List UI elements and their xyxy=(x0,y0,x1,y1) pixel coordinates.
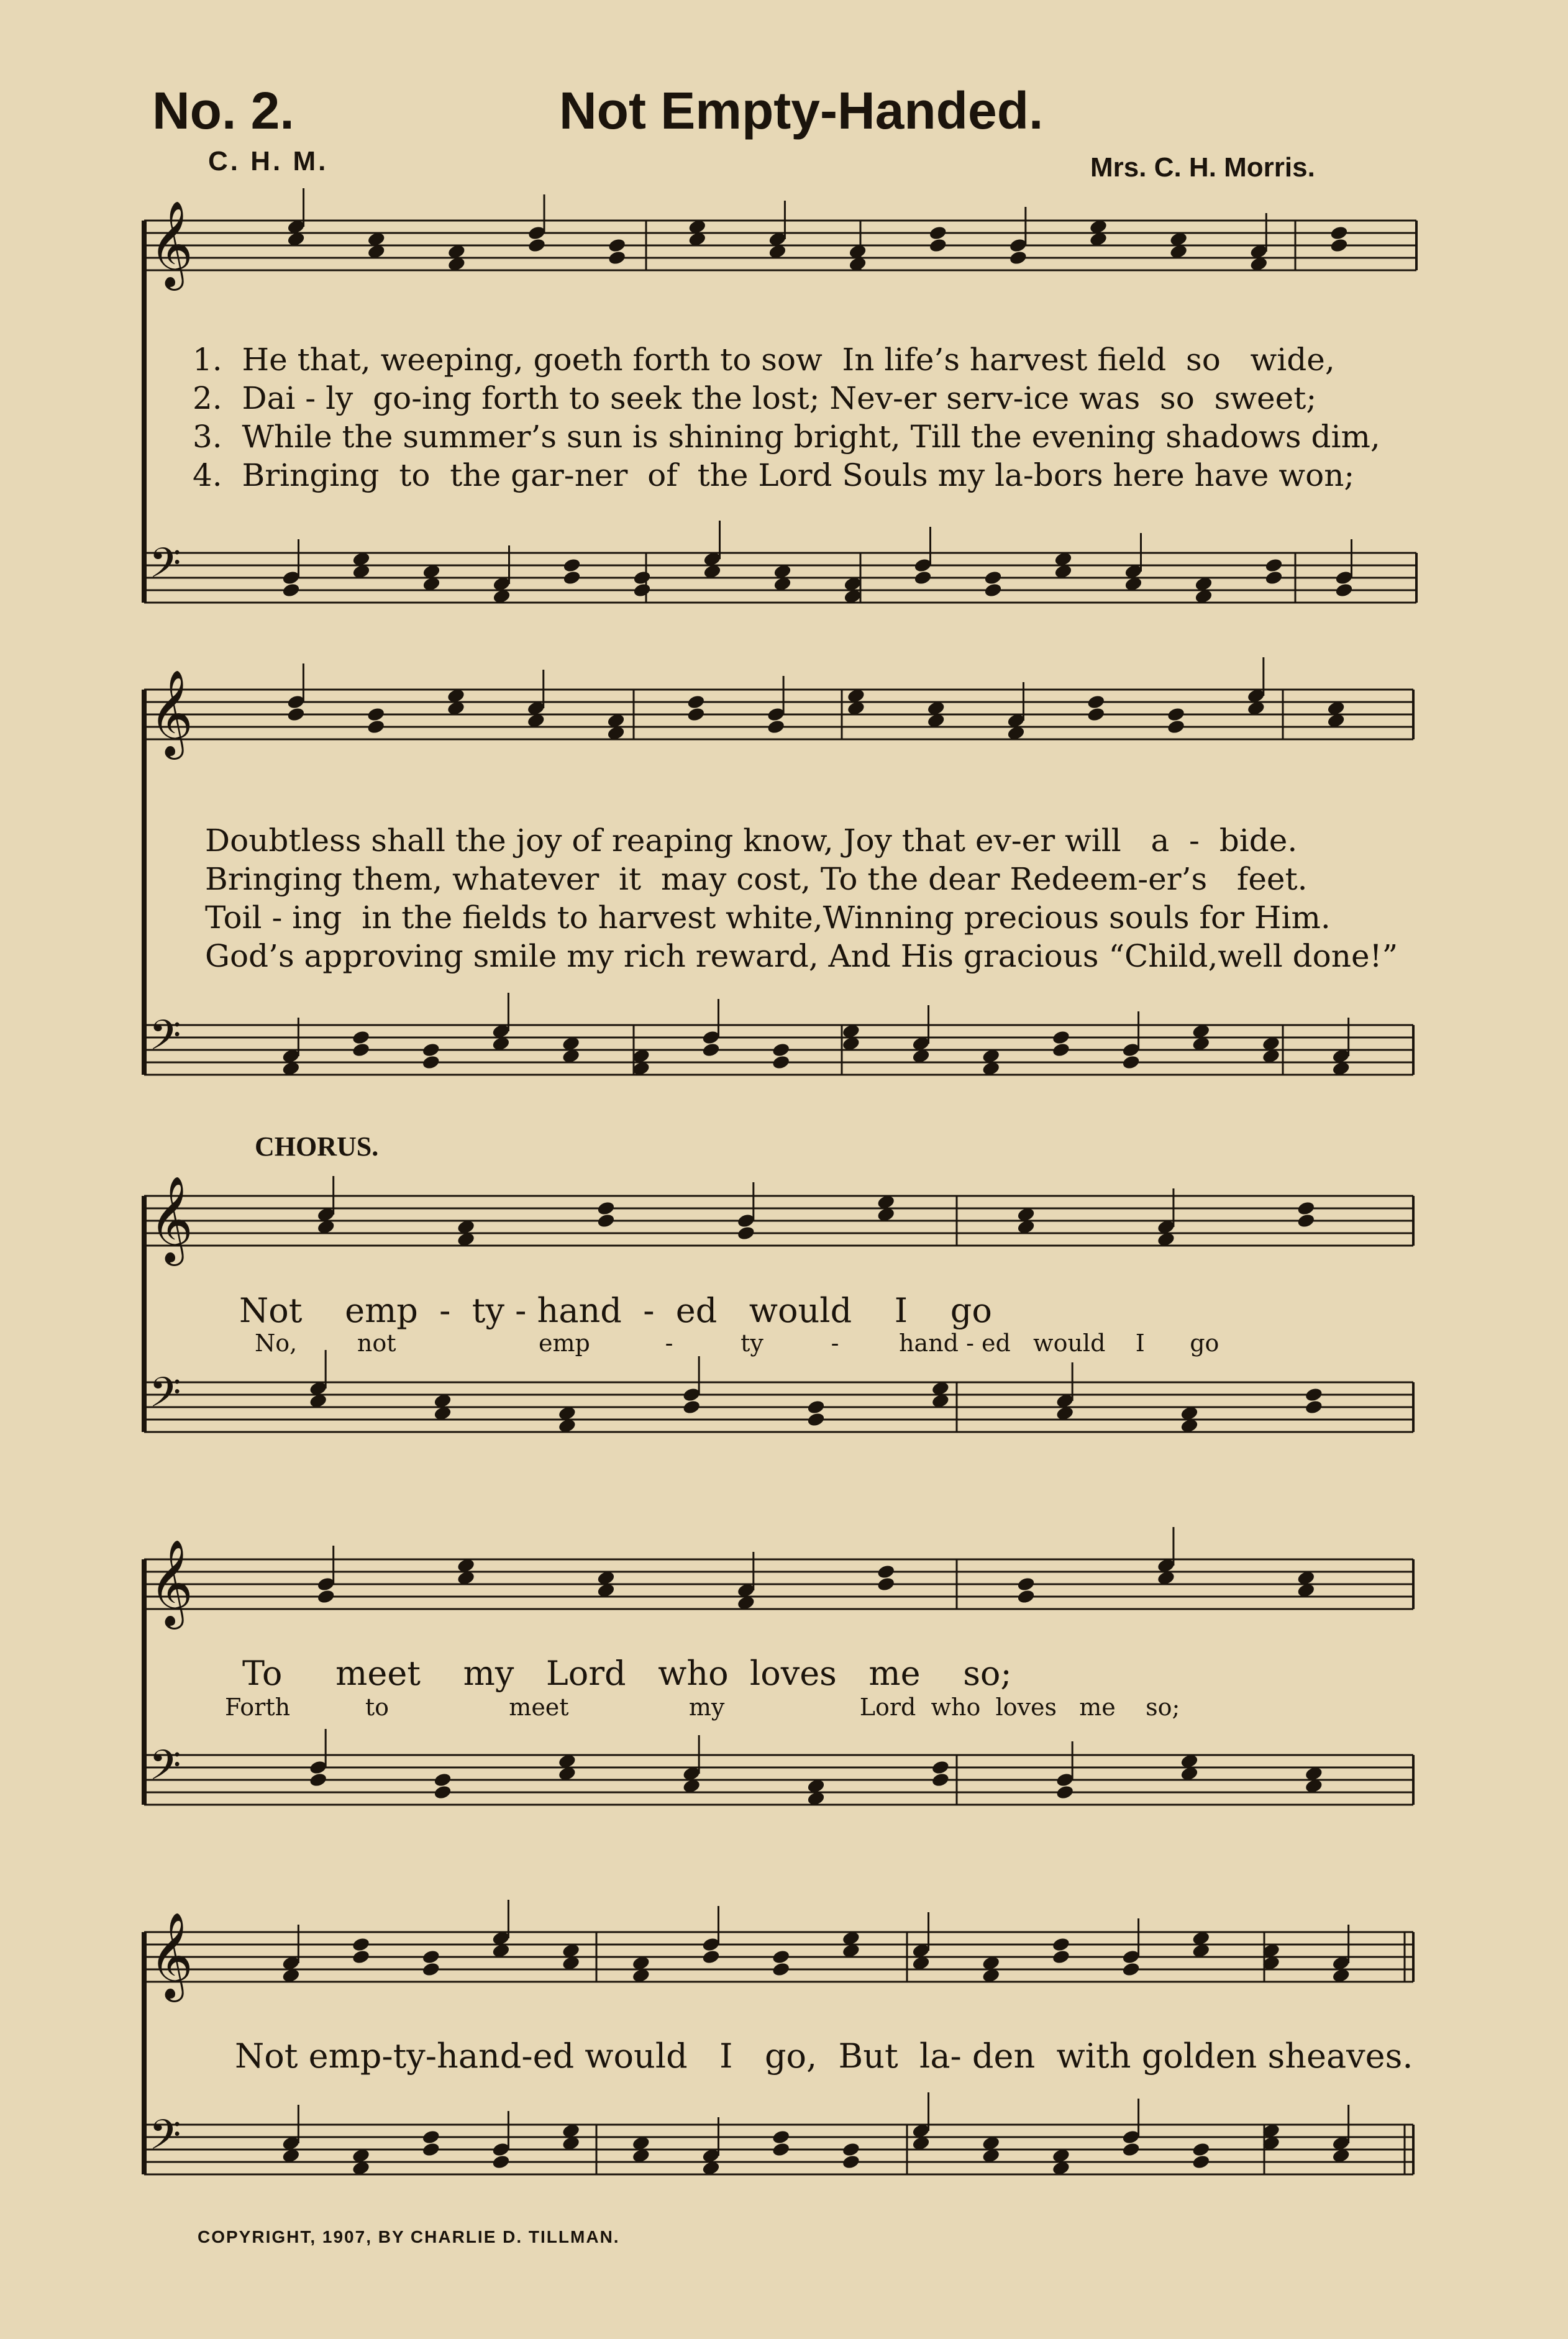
verse-line: Bringing them, whatever it may cost, To the dear Redeem-er’s feet. xyxy=(205,861,1308,897)
note-head xyxy=(1329,225,1349,241)
note-head xyxy=(1264,570,1283,586)
note-head xyxy=(281,582,301,598)
verse-line: 3. While the summer’s sun is shining bright, Till the evening shadows dim, xyxy=(193,419,1380,455)
verse-line: Doubtless shall the joy of reaping know, Joy that ev-er will a - bide. xyxy=(205,823,1298,859)
bass-clef-icon: 𝄢 xyxy=(149,1011,181,1069)
note-head xyxy=(1016,1589,1036,1605)
note-head xyxy=(367,706,386,723)
note-head xyxy=(737,1225,756,1241)
note-head xyxy=(877,1564,896,1580)
note-head xyxy=(806,1399,826,1415)
hymn-number: No. 2. xyxy=(152,81,294,140)
note-head xyxy=(1167,719,1186,735)
note-head xyxy=(1121,1961,1141,1977)
note-head xyxy=(913,570,932,586)
copyright-notice: COPYRIGHT, 1907, BY CHARLIE D. TILLMAN. xyxy=(198,2227,620,2246)
note-head xyxy=(352,1042,371,1058)
note-head xyxy=(928,225,947,241)
note-head xyxy=(421,1949,440,1965)
note-head xyxy=(352,1949,371,1965)
note-head xyxy=(527,237,547,253)
treble-clef-icon: 𝄞 xyxy=(149,1176,193,1262)
note-head xyxy=(767,719,786,735)
verse-line: Toil - ing in the fields to harvest white,Winning precious souls for Him. xyxy=(205,900,1331,936)
bass-clef-icon: 𝄢 xyxy=(149,1741,181,1799)
note-head xyxy=(562,557,581,573)
note-head xyxy=(433,1784,452,1800)
note-head xyxy=(772,2129,791,2145)
note-head xyxy=(352,1936,371,1953)
note-head xyxy=(877,1576,896,1592)
note-head xyxy=(596,1200,616,1216)
note-head xyxy=(367,719,386,735)
verse-line: 2. Dai - ly go-ing forth to seek the lost; Nev-er serv-ice was so sweet; xyxy=(193,380,1317,416)
note-head xyxy=(421,1042,440,1058)
note-head xyxy=(421,2141,440,2158)
note-head xyxy=(1192,2154,1211,2170)
note-head xyxy=(983,570,1003,586)
note-head xyxy=(1297,1200,1316,1216)
note-head xyxy=(596,1213,616,1229)
note-head xyxy=(1087,706,1106,723)
note-head xyxy=(286,706,306,723)
note-head xyxy=(1052,1029,1071,1046)
bass-clef-icon: 𝄢 xyxy=(149,2111,181,2169)
note-head xyxy=(1305,1387,1324,1403)
note-head xyxy=(772,1961,791,1977)
note-head xyxy=(772,1949,791,1965)
note-head xyxy=(682,1399,701,1415)
note-head xyxy=(1305,1399,1324,1415)
note-head xyxy=(983,582,1003,598)
note-head xyxy=(1087,694,1106,710)
note-head xyxy=(1055,1784,1075,1800)
chorus-lyric: To meet my Lord who loves me so; xyxy=(242,1654,1012,1693)
note-head xyxy=(772,1042,791,1058)
note-head xyxy=(1121,1054,1141,1070)
note-head xyxy=(309,1772,328,1788)
note-head xyxy=(608,237,627,253)
note-head xyxy=(1052,1042,1071,1058)
note-head xyxy=(433,1772,452,1788)
note-head xyxy=(701,1949,721,1965)
hymn-title: Not Empty-Handed. xyxy=(559,81,1044,140)
treble-clef-icon: 𝄞 xyxy=(149,670,193,756)
note-head xyxy=(1052,1949,1071,1965)
note-head xyxy=(421,2129,440,2145)
verse-line: 4. Bringing to the gar-ner of the Lord Souls my la-bors here have won; xyxy=(193,457,1355,493)
note-head xyxy=(772,1054,791,1070)
verse-line: God’s approving smile my rich reward, And His gracious “Child,well done!” xyxy=(205,938,1398,974)
chorus-bass-lyric: No, not emp - ty - hand - ed would I go xyxy=(255,1329,1219,1357)
note-head xyxy=(316,1589,335,1605)
treble-clef-icon: 𝄞 xyxy=(149,1539,193,1626)
note-head xyxy=(806,1411,826,1428)
note-head xyxy=(1016,1576,1036,1592)
treble-clef-icon: 𝄞 xyxy=(149,1912,193,1999)
chorus-label: CHORUS. xyxy=(255,1131,379,1162)
words-credit: C. H. M. xyxy=(208,146,329,176)
note-head xyxy=(491,2154,511,2170)
verse-line: 1. He that, weeping, goeth forth to sow In life’s harvest field so wide, xyxy=(193,342,1335,378)
note-head xyxy=(1167,706,1186,723)
chorus-bass-lyric: Forth to meet my Lord who loves me so; xyxy=(225,1694,1180,1721)
note-head xyxy=(562,570,581,586)
chorus-lyric: Not emp-ty-hand-ed would I go, But la- den with golden sheaves. xyxy=(235,2036,1413,2076)
note-head xyxy=(1264,557,1283,573)
note-head xyxy=(928,237,947,253)
note-head xyxy=(632,582,652,598)
note-head xyxy=(1334,582,1354,598)
note-head xyxy=(842,2154,861,2170)
chorus-lyric: Not emp - ty - hand - ed would I go xyxy=(239,1291,992,1330)
note-head xyxy=(686,706,706,723)
treble-clef-icon: 𝄞 xyxy=(149,201,193,287)
note-head xyxy=(772,2141,791,2158)
note-head xyxy=(1009,250,1028,266)
note-head xyxy=(1329,237,1349,253)
note-head xyxy=(608,250,627,266)
note-head xyxy=(352,1029,371,1046)
note-head xyxy=(421,1961,440,1977)
bass-clef-icon: 𝄢 xyxy=(149,1369,181,1426)
note-head xyxy=(1192,2141,1211,2158)
note-head xyxy=(1121,2141,1141,2158)
note-head xyxy=(931,1772,950,1788)
note-head xyxy=(931,1759,950,1776)
music-credit: Mrs. C. H. Morris. xyxy=(1090,152,1315,183)
note-head xyxy=(842,2141,861,2158)
note-head xyxy=(421,1054,440,1070)
note-head xyxy=(1052,1936,1071,1953)
bass-clef-icon: 𝄢 xyxy=(149,539,181,597)
note-head xyxy=(632,570,652,586)
note-head xyxy=(1297,1213,1316,1229)
note-head xyxy=(701,1042,721,1058)
note-head xyxy=(686,694,706,710)
